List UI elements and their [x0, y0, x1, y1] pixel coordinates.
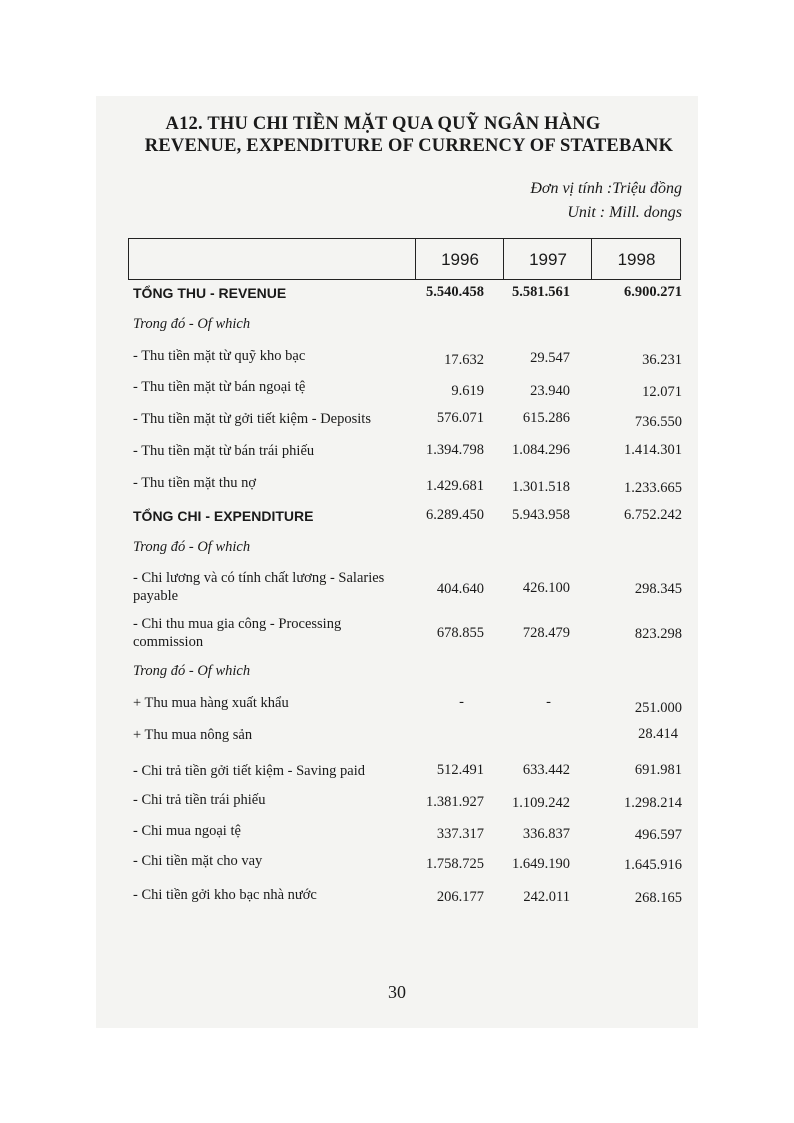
row-label: - Thu tiền mặt thu nợ [133, 475, 256, 491]
value-1996: 404.640 [436, 581, 484, 597]
value-1997: 633.442 [522, 762, 570, 778]
row-label: - Chi tiền mặt cho vay [133, 853, 263, 869]
value-1996: - [459, 694, 464, 710]
value-1997: 336.837 [522, 826, 570, 842]
value-1998: 1.298.214 [624, 795, 682, 811]
row-label: Trong đó - Of which [133, 539, 251, 555]
unit-english: Unit : Mill. dongs [567, 204, 682, 221]
value-1996: 1.394.798 [426, 442, 484, 458]
value-1997: 29.547 [530, 350, 570, 366]
row-label: - Thu tiền mặt từ quỹ kho bạc [133, 348, 306, 364]
row-label: - Chi thu mua gia công - Processing commission [133, 616, 342, 650]
row-label: - Thu tiền mặt từ bán trái phiếu [133, 443, 315, 459]
value-1996: 206.177 [436, 889, 484, 905]
row-label: - Thu tiền mặt từ gởi tiết kiệm - Deposits [133, 411, 371, 427]
page-number: 30 [388, 982, 406, 1002]
year-header-1998: 1998 [591, 239, 681, 279]
value-1997: 5.581.561 [512, 284, 570, 300]
row-label: Trong đó - Of which [133, 316, 251, 332]
value-1996: 6.289.450 [426, 507, 484, 523]
value-1996: 5.540.458 [426, 284, 484, 300]
value-1996: 512.491 [436, 762, 484, 778]
value-1998: 6.752.242 [624, 507, 682, 523]
value-1997: 242.011 [523, 889, 570, 905]
value-1998: 1.414.301 [624, 442, 682, 458]
unit-vietnamese: Đơn vị tính :Triệu đồng [530, 180, 682, 197]
value-1997: 615.286 [522, 410, 570, 426]
row-label: TỔNG CHI - EXPENDITURE [133, 508, 314, 524]
value-1998: 12.071 [642, 384, 682, 400]
value-1996: 678.855 [436, 625, 484, 641]
value-1998: 268.165 [634, 890, 682, 906]
value-1998: 298.345 [634, 581, 682, 597]
value-1998: 1.645.916 [624, 857, 682, 873]
table-header [128, 238, 681, 280]
value-1997: 5.943.958 [512, 507, 570, 523]
row-label: - Chi lương và có tính chất lương - Salaries payable [133, 570, 385, 604]
value-1998: 736.550 [634, 414, 682, 430]
row-label: + Thu mua hàng xuất khẩu [133, 695, 289, 711]
row-label: - Chi trả tiền gởi tiết kiệm - Saving paid [133, 763, 365, 779]
value-1996: 17.632 [444, 352, 484, 368]
value-1996: 9.619 [451, 383, 484, 399]
value-1998: 691.981 [634, 762, 682, 778]
value-1997: 23.940 [530, 383, 570, 399]
row-label: Trong đó - Of which [133, 663, 251, 679]
value-1997: 1.649.190 [512, 856, 570, 872]
row-label: - Chi trả tiền trái phiếu [133, 792, 266, 808]
value-1998: 28.414 [638, 726, 678, 742]
value-1998: 496.597 [634, 827, 682, 843]
value-1996: 1.381.927 [426, 794, 484, 810]
value-1997: - [546, 694, 551, 710]
value-1997: 426.100 [522, 580, 570, 596]
value-1998: 6.900.271 [624, 284, 682, 300]
value-1998: 251.000 [634, 700, 682, 716]
value-1996: 337.317 [436, 826, 484, 842]
year-header-1997: 1997 [503, 239, 592, 279]
title-english: REVENUE, EXPENDITURE OF CURRENCY OF STATEBANK [144, 136, 674, 156]
value-1997: 1.109.242 [512, 795, 570, 811]
value-1998: 36.231 [642, 352, 682, 368]
value-1997: 1.301.518 [512, 479, 570, 495]
value-1998: 1.233.665 [624, 480, 682, 496]
year-header-1996: 1996 [415, 239, 504, 279]
row-label: - Chi tiền gởi kho bạc nhà nước [133, 887, 317, 903]
value-1996: 1.758.725 [426, 856, 484, 872]
row-label: - Thu tiền mặt từ bán ngoại tệ [133, 379, 306, 395]
row-label: TỔNG THU - REVENUE [133, 285, 287, 301]
title-vietnamese: A12. THU CHI TIỀN MẶT QUA QUỸ NGÂN HÀNG [165, 114, 601, 134]
row-label: + Thu mua nông sản [133, 727, 253, 743]
value-1997: 728.479 [522, 625, 570, 641]
value-1996: 576.071 [436, 410, 484, 426]
row-label: - Chi mua ngoại tệ [133, 823, 241, 839]
value-1997: 1.084.296 [512, 442, 570, 458]
value-1998: 823.298 [634, 626, 682, 642]
value-1996: 1.429.681 [426, 478, 484, 494]
